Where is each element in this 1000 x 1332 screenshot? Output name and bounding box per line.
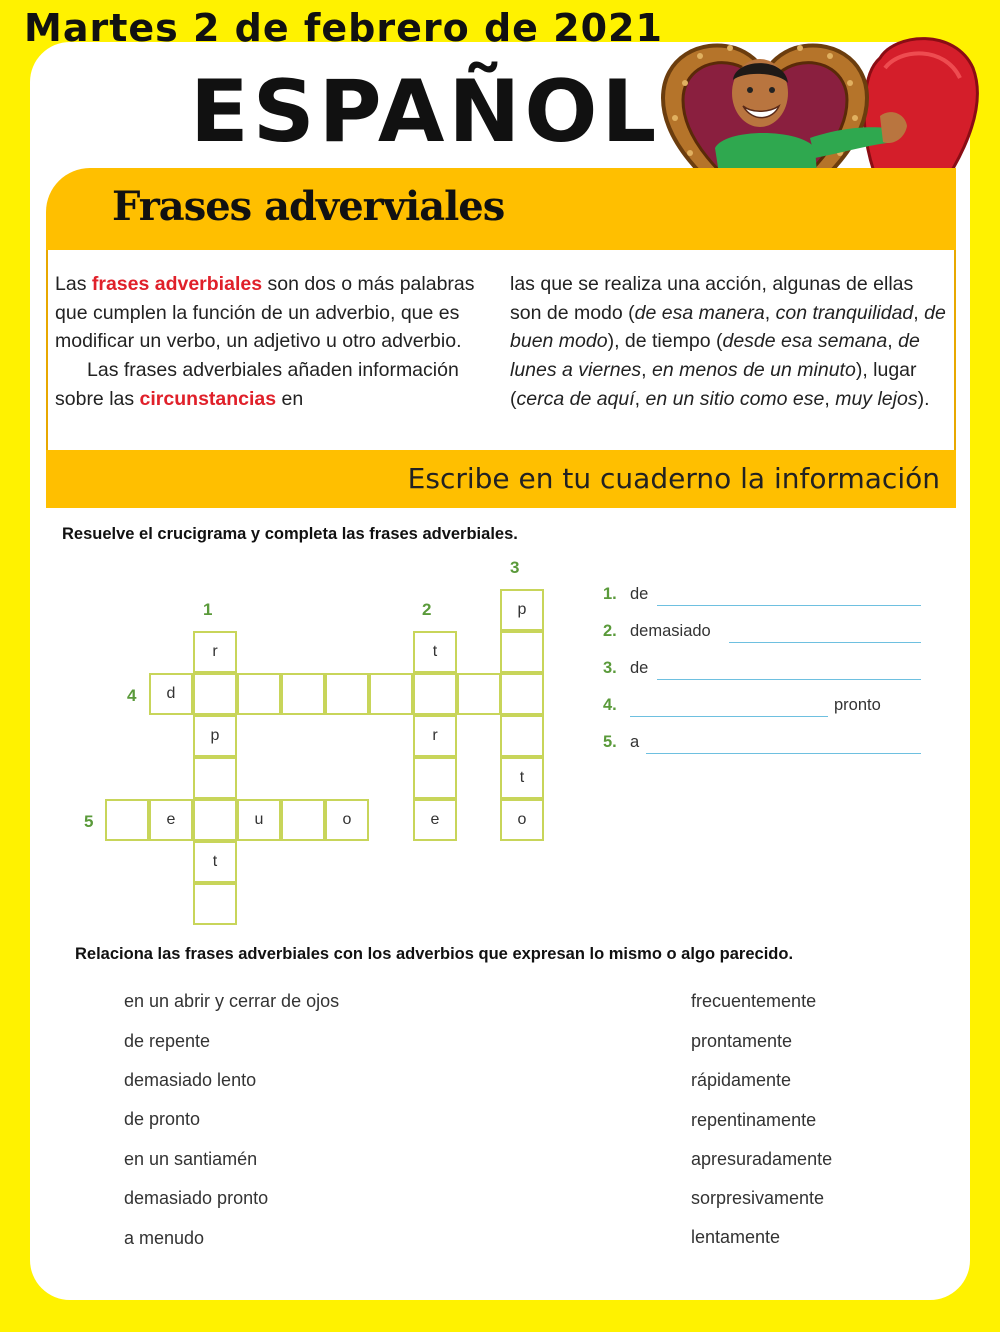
crossword-cell[interactable]: [457, 673, 501, 715]
matching-instruction: Relaciona las frases adverbiales con los adverbios que expresan lo mismo o algo parecido.: [75, 945, 794, 963]
crossword-cell[interactable]: o: [325, 799, 369, 841]
crossword-cell[interactable]: [500, 715, 544, 757]
crossword-cell[interactable]: [237, 673, 281, 715]
term-circunstancias: circunstancias: [139, 387, 277, 410]
section-title: Frases adverviales: [112, 183, 505, 230]
crossword-cell[interactable]: [193, 883, 237, 925]
crossword-cell[interactable]: r: [193, 631, 237, 673]
clue-number-2: 2: [422, 600, 432, 619]
adverb-item[interactable]: rápidamente: [691, 1070, 792, 1090]
crossword-cell[interactable]: e: [149, 799, 193, 841]
answer-line-1[interactable]: [657, 605, 921, 606]
term-frases-adverbiales: frases adverbiales: [91, 273, 263, 295]
answer-row-2: 2. demasiado: [603, 622, 923, 650]
crossword-cell[interactable]: [281, 673, 325, 715]
answer-row-1: 1. de: [603, 585, 923, 613]
phrase-item[interactable]: de pronto: [124, 1109, 201, 1129]
crossword-cell[interactable]: [105, 799, 149, 841]
crossword-cell[interactable]: p: [500, 589, 544, 631]
clue-number-3: 3: [510, 558, 520, 577]
crossword-cell[interactable]: [369, 673, 413, 715]
phrase-item[interactable]: en un abrir y cerrar de ojos: [124, 991, 340, 1011]
crossword-cell[interactable]: p: [193, 715, 237, 757]
answer-line-4[interactable]: [630, 716, 828, 717]
info-text-right: las que se realiza una acción, algunas de ellas son de modo (de esa manera, con tranquilidad, de buen modo), de tiempo (desde esa semana, de lunes a viernes, en menos de un minuto), lugar (cerca de aquí, en un sitio como ese, muy lejos).: [510, 273, 946, 410]
adverb-item[interactable]: repentinamente: [691, 1110, 817, 1130]
adverb-item[interactable]: sorpresivamente: [691, 1188, 825, 1208]
adverb-item[interactable]: frecuentemente: [691, 991, 817, 1011]
date-heading: Martes 2 de febrero de 2021: [24, 6, 663, 50]
crossword-cell[interactable]: [413, 757, 457, 799]
subject-title: ESPAÑOL: [190, 62, 661, 162]
crossword-cell[interactable]: o: [500, 799, 544, 841]
crossword-cell[interactable]: r: [413, 715, 457, 757]
adverb-item[interactable]: lentamente: [691, 1227, 781, 1247]
clue-number-4: 4: [127, 686, 137, 705]
phrase-item[interactable]: en un santiamén: [124, 1149, 258, 1169]
crossword-cell[interactable]: t: [193, 841, 237, 883]
crossword-cell[interactable]: [193, 673, 237, 715]
adverb-item[interactable]: apresuradamente: [691, 1149, 833, 1169]
info-text-left: Las frases adverbiales son dos o más palabras que cumplen la función de un adverbio, que es modificar un verbo, un adjetivo u otro adverbio. Las frases adverbiales añaden información sobre las circunstancias en: [55, 273, 475, 410]
phrase-item[interactable]: demasiado lento: [124, 1070, 257, 1090]
answer-row-3: 3. de: [603, 659, 923, 687]
crossword-cell[interactable]: [500, 631, 544, 673]
clue-number-1: 1: [203, 600, 213, 619]
crossword-cell[interactable]: [281, 799, 325, 841]
crossword-cell[interactable]: u: [237, 799, 281, 841]
crossword-cell[interactable]: e: [413, 799, 457, 841]
answer-row-4: 4. pronto: [603, 696, 923, 724]
crossword-cell[interactable]: [325, 673, 369, 715]
instruction-bar-text: Escribe en tu cuaderno la información: [407, 462, 940, 495]
answer-line-3[interactable]: [657, 679, 921, 680]
crossword-cell[interactable]: t: [500, 757, 544, 799]
crossword-cell[interactable]: [193, 799, 237, 841]
crossword-cell[interactable]: [500, 673, 544, 715]
crossword-instruction: Resuelve el crucigrama y completa las frases adverbiales.: [62, 525, 518, 543]
answer-line-5[interactable]: [646, 753, 921, 754]
crossword-cell[interactable]: [193, 757, 237, 799]
answer-row-5: 5. a: [603, 733, 923, 761]
answer-line-2[interactable]: [729, 642, 921, 643]
adverb-item[interactable]: prontamente: [691, 1031, 793, 1051]
crossword-cell[interactable]: [413, 673, 457, 715]
phrase-item[interactable]: de repente: [124, 1031, 211, 1051]
crossword-cell[interactable]: t: [413, 631, 457, 673]
clue-number-5: 5: [84, 812, 94, 831]
phrase-item[interactable]: a menudo: [124, 1228, 205, 1248]
crossword-cell[interactable]: d: [149, 673, 193, 715]
phrase-item[interactable]: demasiado pronto: [124, 1188, 269, 1208]
